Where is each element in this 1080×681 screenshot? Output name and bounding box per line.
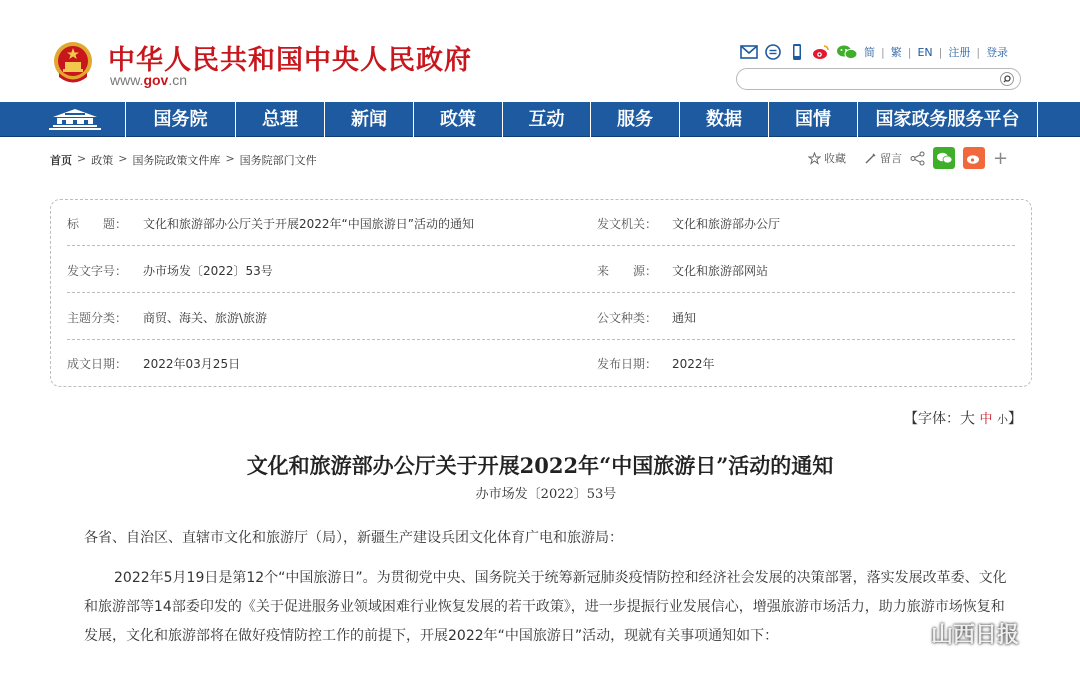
breadcrumb-department-docs[interactable]: 国务院部门文件 bbox=[239, 154, 317, 167]
search-icon[interactable] bbox=[999, 71, 1015, 87]
doc-type-label: 公文种类： bbox=[597, 311, 658, 325]
nav-item-policy[interactable] bbox=[413, 102, 502, 137]
star-icon[interactable] bbox=[808, 152, 821, 165]
nav-item-label: 国情 bbox=[795, 109, 831, 130]
favorite-button[interactable]: 收藏 bbox=[824, 152, 846, 165]
watermark-text: 山西日报 bbox=[931, 623, 1020, 648]
info-row bbox=[67, 340, 1015, 386]
issuer-value: 文化和旅游部办公厅 bbox=[672, 217, 781, 231]
nav-item-services[interactable] bbox=[590, 102, 679, 137]
weibo-icon[interactable] bbox=[812, 43, 830, 61]
separator: | bbox=[907, 45, 912, 59]
nav-item-national-info[interactable] bbox=[768, 102, 857, 137]
doc-type-value: 通知 bbox=[672, 311, 697, 325]
wechat-watermark-icon bbox=[889, 621, 929, 647]
nav-item-interaction[interactable] bbox=[502, 102, 590, 137]
site-title[interactable]: 中华人民共和国中央人民政府 bbox=[108, 45, 472, 76]
publish-date-value: 2022年 bbox=[672, 357, 715, 371]
national-emblem-icon[interactable] bbox=[50, 40, 96, 86]
lang-english-link[interactable]: EN bbox=[917, 45, 933, 59]
written-date-label: 成文日期： bbox=[67, 357, 128, 371]
breadcrumb-policy-library[interactable]: 国务院政策文件库 bbox=[132, 154, 221, 167]
source-label: 来 源： bbox=[597, 264, 658, 278]
title-label: 标 题： bbox=[67, 217, 128, 231]
more-share-icon[interactable]: + bbox=[993, 147, 1009, 169]
nav-item-premier[interactable] bbox=[235, 102, 324, 137]
publish-date-label: 发布日期： bbox=[597, 357, 658, 371]
separator: | bbox=[976, 45, 981, 59]
comment-button[interactable]: 留言 bbox=[880, 152, 902, 165]
mobile-icon[interactable] bbox=[788, 43, 806, 61]
category-label: 主题分类： bbox=[67, 311, 128, 325]
category-value: 商贸、海关、旅游\旅游 bbox=[143, 311, 268, 325]
wechat-share-button[interactable] bbox=[933, 147, 955, 169]
document-paragraph: 2022年5月19日是第12个“中国旅游日”。为贯彻党中央、国务院关于统筹新冠肺炎疫情防控和经济社会发展的决策部署，落实发展改革委、文化和旅游部等14部委印发的《关于促进服务业领域困难行业恢复发展的若干政策》，进一步提振行业发展信心，增强旅游市场活力，助力旅游市场恢复和发展，文化和旅游部将在做好疫情防控工作的前提下，开展2022年“中国旅游日”活动，现就有关事项通知如下： bbox=[84, 570, 1007, 644]
breadcrumb-separator: > bbox=[118, 152, 128, 165]
separator: | bbox=[881, 45, 885, 59]
font-size-control bbox=[904, 407, 1022, 428]
nav-item-label: 国务院 bbox=[153, 109, 208, 130]
chat-icon[interactable] bbox=[764, 43, 782, 61]
nav-item-news[interactable] bbox=[324, 102, 413, 137]
home-gate-icon[interactable] bbox=[45, 105, 105, 134]
site-url bbox=[110, 72, 187, 88]
document-title: 文化和旅游部办公厅关于开展2022年“中国旅游日”活动的通知 bbox=[246, 453, 834, 478]
weibo-share-button[interactable] bbox=[963, 147, 985, 169]
breadcrumb-policy[interactable]: 政策 bbox=[91, 154, 114, 167]
nav-item-data[interactable] bbox=[679, 102, 768, 137]
nav-item-label: 数据 bbox=[706, 109, 742, 130]
mail-icon[interactable] bbox=[740, 43, 758, 61]
nav-item-service-platform[interactable] bbox=[857, 102, 1038, 137]
separator: | bbox=[938, 45, 943, 59]
nav-item-label: 国家政务服务平台 bbox=[875, 109, 1020, 130]
title-value: 文化和旅游部办公厅关于开展2022年“中国旅游日”活动的通知 bbox=[143, 217, 474, 231]
font-size-prefix: 【字体： bbox=[904, 411, 960, 427]
header-tools bbox=[740, 43, 1008, 61]
breadcrumb-separator: > bbox=[225, 152, 235, 165]
document-body bbox=[84, 524, 1014, 651]
site-url-prefix: www. bbox=[110, 72, 144, 88]
site-url-suffix: .cn bbox=[168, 72, 188, 88]
doc-number-value: 办市场发〔2022〕53号 bbox=[143, 264, 273, 278]
font-size-large-button[interactable]: 大 bbox=[960, 409, 976, 427]
nav-item-label: 政策 bbox=[440, 109, 476, 130]
wechat-icon[interactable] bbox=[836, 43, 858, 61]
nav-item-label: 互动 bbox=[528, 109, 565, 130]
lang-simplified-link[interactable]: 简 bbox=[864, 46, 875, 59]
nav-item-state-council[interactable] bbox=[125, 102, 235, 137]
info-row bbox=[67, 294, 1015, 340]
site-header bbox=[0, 0, 1080, 102]
font-size-small-button[interactable]: 小 bbox=[996, 413, 1008, 426]
breadcrumb-home[interactable]: 首页 bbox=[50, 154, 72, 167]
breadcrumb-separator: > bbox=[77, 152, 87, 165]
share-tools bbox=[808, 147, 1008, 169]
document-info-box bbox=[50, 199, 1032, 387]
document-number: 办市场发〔2022〕53号 bbox=[475, 487, 617, 502]
font-size-suffix: 】 bbox=[1007, 411, 1022, 427]
weibo-icon bbox=[966, 151, 982, 165]
info-row bbox=[67, 247, 1015, 293]
wechat-icon bbox=[936, 151, 953, 165]
info-row bbox=[67, 200, 1015, 246]
issuer-label: 发文机关： bbox=[597, 217, 658, 231]
nav-item-label: 服务 bbox=[617, 109, 653, 130]
nav-item-label: 总理 bbox=[262, 109, 298, 130]
login-link[interactable]: 登录 bbox=[986, 46, 1009, 59]
document-greeting: 各省、自治区、直辖市文化和旅游厅（局），新疆生产建设兵团文化体育广电和旅游局： bbox=[84, 530, 623, 546]
breadcrumb bbox=[50, 152, 317, 168]
doc-number-label: 发文字号： bbox=[67, 264, 128, 278]
main-nav bbox=[0, 102, 1080, 137]
written-date-value: 2022年03月25日 bbox=[143, 357, 241, 371]
source-value: 文化和旅游部网站 bbox=[672, 264, 769, 278]
site-url-domain: gov bbox=[143, 72, 169, 88]
font-size-medium-button[interactable]: 中 bbox=[979, 412, 993, 427]
pen-icon[interactable] bbox=[864, 152, 877, 165]
nav-item-label: 新闻 bbox=[351, 109, 387, 130]
lang-traditional-link[interactable]: 繁 bbox=[890, 46, 902, 59]
share-icon[interactable] bbox=[910, 151, 925, 166]
source-watermark bbox=[889, 618, 1019, 649]
search-input[interactable] bbox=[736, 68, 1021, 90]
register-link[interactable]: 注册 bbox=[948, 46, 971, 59]
